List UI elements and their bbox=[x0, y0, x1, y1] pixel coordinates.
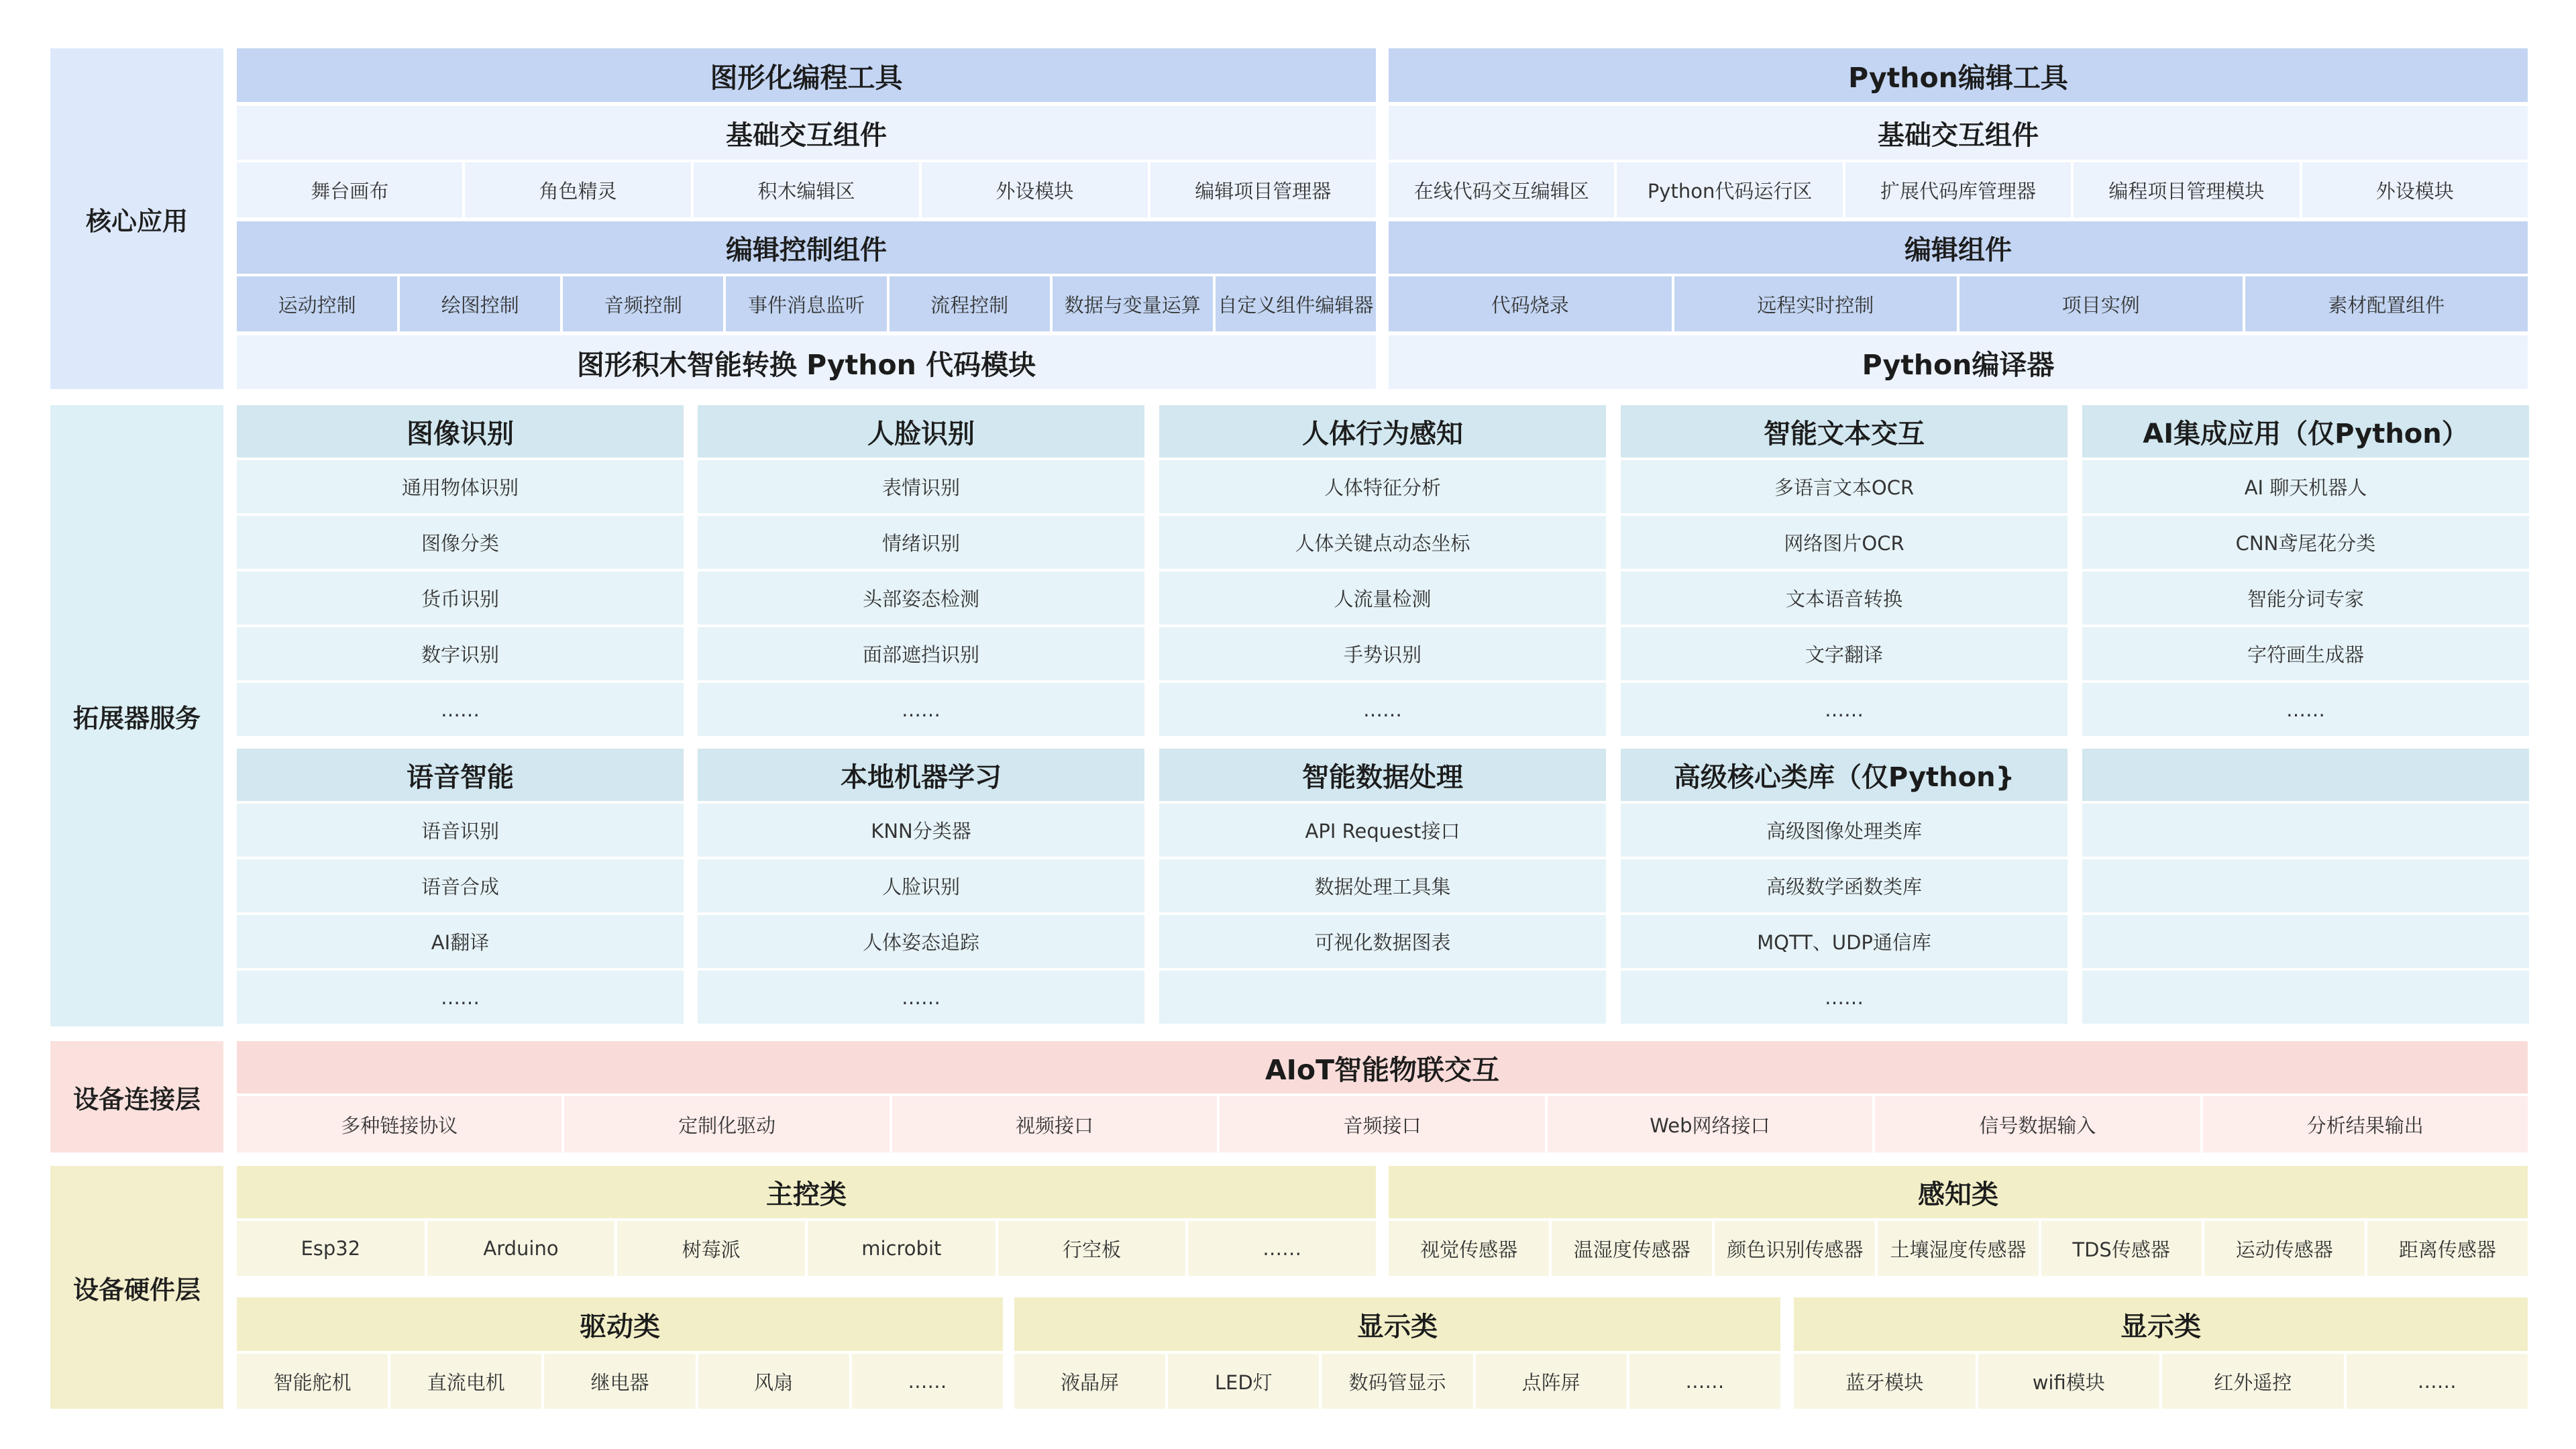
ext-group-item bbox=[237, 859, 684, 912]
ext-group-title bbox=[698, 749, 1144, 801]
ext-group-item-text: …… bbox=[2286, 698, 2325, 721]
ext-group-item-text: 货币识别 bbox=[421, 588, 499, 610]
ext-group-item bbox=[1159, 804, 1606, 857]
ext-group-title-text: 人体行为感知 bbox=[1302, 418, 1463, 449]
ext-group-title-text: 智能文本交互 bbox=[1764, 418, 1925, 449]
ext-group-item-text: 表情识别 bbox=[881, 476, 960, 499]
ext-group-title bbox=[698, 405, 1144, 458]
ext-group-item bbox=[237, 516, 684, 569]
ext-group-title-text: 语音智能 bbox=[407, 761, 514, 793]
hw-main-item bbox=[1188, 1221, 1376, 1276]
hw-main-item-text: 树莓派 bbox=[682, 1238, 741, 1261]
ext-group-item-text: API Request接口 bbox=[1305, 820, 1460, 843]
core-right-edit-item bbox=[1960, 276, 2243, 331]
core-left-control-item bbox=[400, 276, 560, 331]
hw-display-item bbox=[1168, 1354, 1319, 1409]
ext-group-item-text: 可视化数据图表 bbox=[1314, 931, 1451, 954]
ext-group-item bbox=[698, 627, 1144, 680]
core-left-control-item bbox=[726, 276, 886, 331]
hw-display-title-text: 显示类 bbox=[1357, 1311, 1438, 1342]
hw-drive-item bbox=[390, 1354, 541, 1409]
hw-sense-title-text: 感知类 bbox=[1918, 1179, 1998, 1210]
core-left-control-item bbox=[890, 276, 1050, 331]
ext-group-title-text: 本地机器学习 bbox=[841, 761, 1002, 793]
ext-group-item-text: AI翻译 bbox=[431, 931, 490, 954]
ext-group-item-text: 高级图像处理类库 bbox=[1766, 820, 1922, 843]
core-left-control-item bbox=[1216, 276, 1376, 331]
connection-item bbox=[1220, 1096, 1544, 1152]
core-left-control-item bbox=[563, 276, 723, 331]
core-right-edit-item-text: 远程实时控制 bbox=[1757, 293, 1874, 317]
ext-group-title bbox=[1621, 405, 2068, 458]
ext-group-item bbox=[1159, 859, 1606, 912]
hw-display-item-text: 液晶屏 bbox=[1061, 1371, 1120, 1394]
hw-display2-title bbox=[1794, 1297, 2528, 1351]
ext-group-item bbox=[1621, 572, 2068, 625]
core-right-basic-title bbox=[1389, 106, 2528, 160]
core-left-title-text: 图形化编程工具 bbox=[710, 61, 903, 94]
ext-group-item-text: 人脸识别 bbox=[881, 875, 960, 898]
hw-sense-item-text: TDS传感器 bbox=[2072, 1238, 2170, 1261]
hw-display2-item bbox=[1978, 1354, 2160, 1409]
core-left-control-item-text: 数据与变量运算 bbox=[1064, 293, 1201, 317]
ext-group-title-text: AI集成应用（仅Python） bbox=[2143, 418, 2469, 449]
hw-display2-item-text: …… bbox=[2417, 1370, 2457, 1393]
connection-item bbox=[1875, 1096, 2200, 1152]
ext-group-item-text: 数据处理工具集 bbox=[1314, 875, 1451, 898]
core-right-basic-item bbox=[1617, 162, 1842, 217]
ext-group-item bbox=[2082, 572, 2529, 625]
ext-group-item-text: …… bbox=[441, 698, 480, 721]
core-right-edit-item bbox=[1674, 276, 1957, 331]
ext-group-item-text: 文本语音转换 bbox=[1785, 588, 1902, 610]
ext-group-item-text: …… bbox=[902, 985, 941, 1009]
connection-item-text: 信号数据输入 bbox=[1979, 1114, 2096, 1137]
ext-group-item-text: AI 聊天机器人 bbox=[2244, 476, 2367, 499]
ext-group-item bbox=[1621, 804, 2068, 857]
ext-group-item bbox=[2082, 627, 2529, 680]
core-left-control-item-text: 事件消息监听 bbox=[747, 293, 865, 317]
core-right-edit-item bbox=[1389, 276, 1672, 331]
ext-group-item-text: 图像分类 bbox=[421, 532, 499, 555]
ext-group-item-text: 面部遮挡识别 bbox=[862, 643, 979, 666]
hw-display2-item-text: 红外遥控 bbox=[2214, 1371, 2292, 1394]
hw-sense-title bbox=[1389, 1166, 2528, 1218]
core-right-title bbox=[1389, 48, 2528, 102]
ext-group-item bbox=[698, 804, 1144, 857]
ext-group-item bbox=[1159, 627, 1606, 680]
core-right-bottom-text: Python编译器 bbox=[1862, 348, 2055, 381]
ext-group-item bbox=[698, 915, 1144, 968]
core-right-basic-item-text: 扩展代码库管理器 bbox=[1880, 179, 2036, 203]
hw-drive-title bbox=[237, 1297, 1003, 1351]
hw-drive-title-text: 驱动类 bbox=[580, 1311, 660, 1342]
ext-group-item bbox=[237, 915, 684, 968]
ext-group-item-text: …… bbox=[1363, 698, 1402, 721]
hw-main-item-text: 行空板 bbox=[1062, 1238, 1121, 1261]
hw-sense-item-text: 运动传感器 bbox=[2235, 1238, 2333, 1261]
ext-group-item bbox=[1159, 915, 1606, 968]
connection-item-text: 定制化驱动 bbox=[678, 1114, 776, 1137]
ext-group-item-text: 语音识别 bbox=[421, 820, 499, 843]
ext-group-item bbox=[1159, 683, 1606, 736]
ext-group-item-text: CNN鸢尾花分类 bbox=[2235, 532, 2376, 555]
hw-drive-item-text: 智能舵机 bbox=[273, 1371, 352, 1394]
hw-sense-item-text: 颜色识别传感器 bbox=[1727, 1238, 1864, 1261]
core-left-bottom-text: 图形积木智能转换 Python 代码模块 bbox=[576, 348, 1036, 381]
hw-display2-item bbox=[2162, 1354, 2344, 1409]
hw-main-item-text: microbit bbox=[861, 1237, 942, 1260]
hw-main-item bbox=[427, 1221, 615, 1276]
ext-group-item-text: 通用物体识别 bbox=[401, 476, 519, 499]
core-left-basic-item bbox=[237, 162, 462, 217]
ext-group-item bbox=[237, 971, 684, 1024]
core-right-basic-item bbox=[1389, 162, 1614, 217]
hw-sense-item-text: 距离传感器 bbox=[2398, 1238, 2496, 1261]
hw-sense-item-text: 温湿度传感器 bbox=[1573, 1238, 1690, 1261]
ext-group-item bbox=[1621, 627, 2068, 680]
ext-group-item bbox=[1621, 859, 2068, 912]
ext-group-item-text: …… bbox=[1825, 698, 1864, 721]
core-left-basic-item-text: 舞台画布 bbox=[311, 179, 389, 203]
hw-main-item-text: Esp32 bbox=[301, 1237, 361, 1260]
ext-group-item bbox=[1621, 460, 2068, 513]
hw-main-item bbox=[237, 1221, 425, 1276]
core-right-edit-item-text: 代码烧录 bbox=[1491, 293, 1569, 317]
ext-group-item-text: 字符画生成器 bbox=[2247, 643, 2364, 666]
hw-display2-item bbox=[1794, 1354, 1976, 1409]
core-right-edit-title bbox=[1389, 221, 2528, 274]
ext-group-title-text: 人脸识别 bbox=[867, 418, 975, 449]
connection-item-text: Web网络接口 bbox=[1650, 1114, 1770, 1137]
hw-sense-item bbox=[1389, 1221, 1549, 1276]
connection-item-text: 音频接口 bbox=[1343, 1114, 1421, 1137]
core-left-control-item-text: 自定义组件编辑器 bbox=[1218, 293, 1374, 317]
ext-group-item-text: MQTT、UDP通信库 bbox=[1757, 931, 1931, 954]
layer-label-hardware bbox=[50, 1166, 223, 1409]
ext-group-item bbox=[237, 627, 684, 680]
core-left-control-item-text: 绘图控制 bbox=[441, 293, 519, 317]
core-right-basic-item-text: Python代码运行区 bbox=[1647, 179, 1813, 203]
core-left-control-item-text: 运动控制 bbox=[278, 293, 356, 317]
hw-display2-item-text: wifi模块 bbox=[2032, 1371, 2105, 1394]
connection-item-text: 分析结果输出 bbox=[2306, 1114, 2424, 1137]
ext-group-item-text: 人体姿态追踪 bbox=[862, 931, 979, 954]
ext-group-item bbox=[1621, 516, 2068, 569]
connection-item bbox=[237, 1096, 561, 1152]
ext-group-item bbox=[237, 804, 684, 857]
ext-group-item bbox=[698, 683, 1144, 736]
core-left-control-item-text: 音频控制 bbox=[604, 293, 682, 317]
core-right-edit-item bbox=[2245, 276, 2528, 331]
core-left-control-item bbox=[1053, 276, 1213, 331]
connection-item bbox=[2203, 1096, 2528, 1152]
ext-group-item-text: 头部姿态检测 bbox=[862, 588, 979, 610]
core-left-control-item bbox=[237, 276, 397, 331]
ext-group-item-text: 高级数学函数类库 bbox=[1766, 875, 1922, 898]
core-right-basic-item-text: 在线代码交互编辑区 bbox=[1413, 179, 1589, 203]
ext-group-item-text: 文字翻译 bbox=[1805, 643, 1883, 666]
hw-display-item bbox=[1014, 1354, 1165, 1409]
hw-main-title-text: 主控类 bbox=[766, 1179, 847, 1210]
core-left-control-title-text: 编辑控制组件 bbox=[726, 234, 887, 266]
ext-group-item bbox=[1621, 683, 2068, 736]
core-left-basic-item bbox=[922, 162, 1147, 217]
ext-group-item bbox=[2082, 683, 2529, 736]
ext-group-item-text: 手势识别 bbox=[1343, 643, 1421, 666]
connection-item-text: 多种链接协议 bbox=[341, 1114, 458, 1137]
hw-display2-item bbox=[2347, 1354, 2528, 1409]
hw-main-item-text: Arduino bbox=[483, 1237, 559, 1260]
hw-sense-item bbox=[2041, 1221, 2202, 1276]
ext-group-item bbox=[1159, 971, 1606, 1024]
hw-drive-item bbox=[852, 1354, 1003, 1409]
connection-title-text: AIoT智能物联交互 bbox=[1265, 1053, 1500, 1086]
hw-drive-item-text: …… bbox=[908, 1370, 947, 1393]
layer-label-core bbox=[50, 48, 223, 389]
ext-group-item bbox=[2082, 859, 2529, 912]
ext-group-title-text: 高级核心类库（仅Python} bbox=[1673, 761, 2015, 793]
core-left-title bbox=[237, 48, 1376, 102]
core-left-basic-title bbox=[237, 106, 1376, 160]
core-right-edit-item-text: 素材配置组件 bbox=[2328, 293, 2445, 317]
ext-group-item-text: …… bbox=[441, 985, 480, 1009]
hw-display-item bbox=[1322, 1354, 1472, 1409]
ext-group-item-text: 数字识别 bbox=[421, 643, 499, 666]
core-right-basic-item bbox=[1845, 162, 2071, 217]
ext-group-item-text: …… bbox=[902, 698, 941, 721]
layer-label-core-text: 核心应用 bbox=[85, 206, 188, 236]
layer-label-connection bbox=[50, 1041, 223, 1152]
core-right-basic-item bbox=[2302, 162, 2528, 217]
core-left-basic-item-text: 编辑项目管理器 bbox=[1195, 179, 1332, 203]
hw-main-item bbox=[617, 1221, 805, 1276]
hw-main-item bbox=[808, 1221, 996, 1276]
hw-display-title bbox=[1014, 1297, 1780, 1351]
core-left-control-title bbox=[237, 221, 1376, 274]
core-left-basic-item-text: 角色精灵 bbox=[539, 179, 617, 203]
hw-sense-item bbox=[1878, 1221, 2038, 1276]
connection-item bbox=[892, 1096, 1217, 1152]
hw-main-title bbox=[237, 1166, 1376, 1218]
ext-group-item bbox=[698, 516, 1144, 569]
ext-group-item bbox=[2082, 804, 2529, 857]
core-right-basic-item-text: 外设模块 bbox=[2375, 179, 2454, 203]
ext-group-item-text: 人体关键点动态坐标 bbox=[1295, 532, 1470, 555]
ext-group-item-text: 网络图片OCR bbox=[1784, 532, 1904, 555]
ext-group-item bbox=[1621, 971, 2068, 1024]
hw-drive-item-text: 继电器 bbox=[590, 1371, 649, 1394]
ext-group-item bbox=[1621, 915, 2068, 968]
layer-label-extension bbox=[50, 405, 223, 1026]
core-left-bottom bbox=[237, 335, 1376, 389]
ext-group-item-text: 人体特征分析 bbox=[1324, 476, 1441, 499]
hw-main-item bbox=[998, 1221, 1186, 1276]
ext-group-item-text: 语音合成 bbox=[421, 875, 499, 898]
hw-main-item-text: …… bbox=[1263, 1237, 1302, 1260]
ext-group-title bbox=[237, 405, 684, 458]
core-right-basic-item-text: 编程项目管理模块 bbox=[2108, 179, 2265, 203]
ext-group-item bbox=[698, 460, 1144, 513]
core-left-basic-item bbox=[694, 162, 919, 217]
ext-group-item bbox=[698, 859, 1144, 912]
hw-display-item-text: LED灯 bbox=[1214, 1371, 1273, 1394]
hw-sense-item bbox=[1552, 1221, 1712, 1276]
hw-sense-item-text: 视觉传感器 bbox=[1420, 1238, 1518, 1261]
ext-group-item-text: 智能分词专家 bbox=[2247, 588, 2364, 610]
ext-group-item-text: 情绪识别 bbox=[881, 532, 960, 555]
hw-drive-item bbox=[698, 1354, 849, 1409]
ext-group-item bbox=[2082, 516, 2529, 569]
ext-group-item bbox=[237, 572, 684, 625]
ext-group-item-text: 人流量检测 bbox=[1334, 588, 1432, 610]
hw-sense-item bbox=[2367, 1221, 2528, 1276]
connection-title bbox=[237, 1041, 2528, 1093]
layer-label-hardware-text: 设备硬件层 bbox=[72, 1275, 201, 1305]
ext-group-title bbox=[2082, 749, 2529, 801]
ext-group-item bbox=[698, 971, 1144, 1024]
ext-group-title-text: 图像识别 bbox=[407, 418, 514, 449]
ext-group-item-text: KNN分类器 bbox=[871, 820, 971, 843]
ext-group-item bbox=[237, 460, 684, 513]
hw-sense-item bbox=[1715, 1221, 1875, 1276]
hw-display-item-text: …… bbox=[1685, 1370, 1725, 1393]
layer-label-connection-text: 设备连接层 bbox=[72, 1084, 201, 1114]
hw-drive-item bbox=[544, 1354, 695, 1409]
hw-display-item bbox=[1476, 1354, 1627, 1409]
connection-item-text: 视频接口 bbox=[1016, 1114, 1094, 1137]
connection-item bbox=[1548, 1096, 1872, 1152]
ext-group-item-text: 多语言文本OCR bbox=[1774, 476, 1915, 499]
hw-sense-item bbox=[2204, 1221, 2365, 1276]
core-right-title-text: Python编辑工具 bbox=[1848, 61, 2068, 94]
hw-sense-item-text: 土壤湿度传感器 bbox=[1890, 1238, 2027, 1261]
core-right-basic-item bbox=[2074, 162, 2299, 217]
ext-group-title bbox=[1621, 749, 2068, 801]
core-left-basic-item-text: 积木编辑区 bbox=[757, 179, 855, 203]
ext-group-item bbox=[698, 572, 1144, 625]
ext-group-item bbox=[2082, 915, 2529, 968]
hw-display-item-text: 数码管显示 bbox=[1348, 1371, 1446, 1394]
core-left-control-item-text: 流程控制 bbox=[930, 293, 1009, 317]
ext-group-title bbox=[1159, 405, 1606, 458]
core-right-edit-title-text: 编辑组件 bbox=[1904, 234, 2012, 266]
ext-group-item bbox=[1159, 516, 1606, 569]
hw-drive-item-text: 直流电机 bbox=[427, 1371, 505, 1394]
layer-label-extension-text: 拓展器服务 bbox=[72, 703, 201, 733]
ext-group-item bbox=[2082, 971, 2529, 1024]
hw-display-item bbox=[1629, 1354, 1780, 1409]
hw-drive-item bbox=[237, 1354, 388, 1409]
connection-item bbox=[564, 1096, 889, 1152]
ext-group-title bbox=[2082, 405, 2529, 458]
core-right-bottom bbox=[1389, 335, 2528, 389]
hw-display2-title-text: 显示类 bbox=[2121, 1311, 2201, 1342]
core-right-edit-item-text: 项目实例 bbox=[2061, 293, 2140, 317]
ext-group-title bbox=[237, 749, 684, 801]
ext-group-title-text: 智能数据处理 bbox=[1302, 761, 1463, 793]
hw-display2-item-text: 蓝牙模块 bbox=[1845, 1371, 1924, 1394]
core-left-basic-title-text: 基础交互组件 bbox=[726, 119, 887, 151]
ext-group-item bbox=[2082, 460, 2529, 513]
core-left-basic-item bbox=[1150, 162, 1376, 217]
ext-group-item bbox=[1159, 572, 1606, 625]
hw-display-item-text: 点阵屏 bbox=[1521, 1371, 1580, 1394]
core-right-basic-title-text: 基础交互组件 bbox=[1878, 119, 2039, 151]
ext-group-item-text: …… bbox=[1825, 985, 1864, 1009]
ext-group-title bbox=[1159, 749, 1606, 801]
ext-group-item bbox=[1159, 460, 1606, 513]
core-left-basic-item bbox=[465, 162, 690, 217]
ext-group-item bbox=[237, 683, 684, 736]
core-left-basic-item-text: 外设模块 bbox=[996, 179, 1074, 203]
hw-drive-item-text: 风扇 bbox=[754, 1371, 794, 1394]
